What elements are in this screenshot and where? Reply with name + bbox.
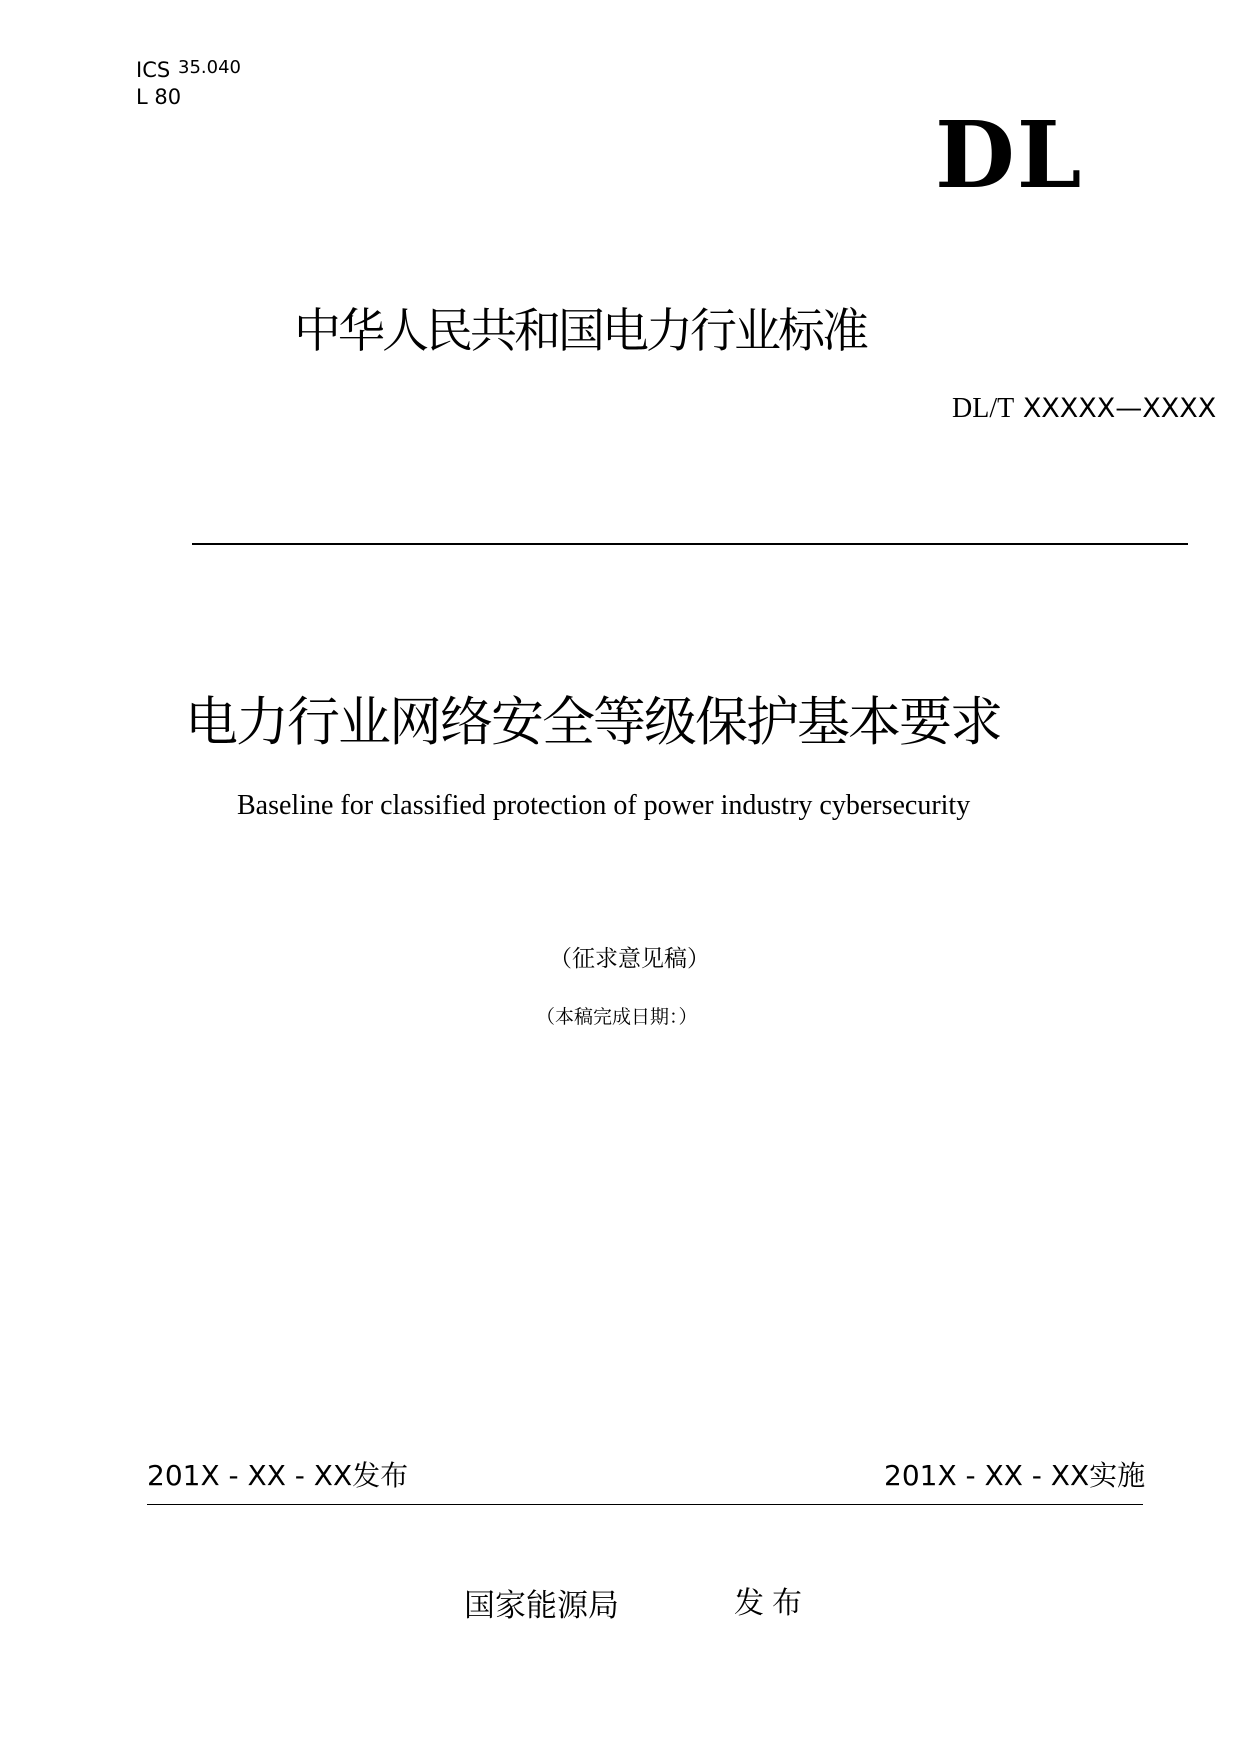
ccs-code: L 80: [136, 85, 182, 109]
ics-label: ICS: [136, 58, 171, 82]
standard-category-title: 中华人民共和国电力行业标准: [294, 304, 866, 359]
top-divider: [192, 543, 1188, 545]
implementation-date: 201X - XX - XX实施: [884, 1459, 1146, 1492]
dl-logo: DL: [935, 101, 1084, 209]
standard-number-code: XXXXX—XXXX: [1022, 393, 1217, 424]
document-title-cn: 电力行业网络安全等级保护基本要求: [185, 692, 1001, 753]
bottom-divider: [147, 1504, 1143, 1505]
standard-number-prefix: DL/T: [952, 393, 1015, 424]
document-title-en: Baseline for classified protection of power industry cybersecurity: [237, 790, 971, 821]
issuer-name: 国家能源局: [464, 1588, 619, 1624]
ics-code: 35.040: [178, 57, 241, 78]
issue-word: 发布: [734, 1586, 810, 1621]
completion-date: （本稿完成日期：）: [536, 1006, 698, 1028]
standard-number: [952, 392, 1216, 426]
draft-status: （征求意见稿）: [549, 946, 710, 972]
issue-date: 201X - XX - XX发布: [147, 1459, 409, 1492]
